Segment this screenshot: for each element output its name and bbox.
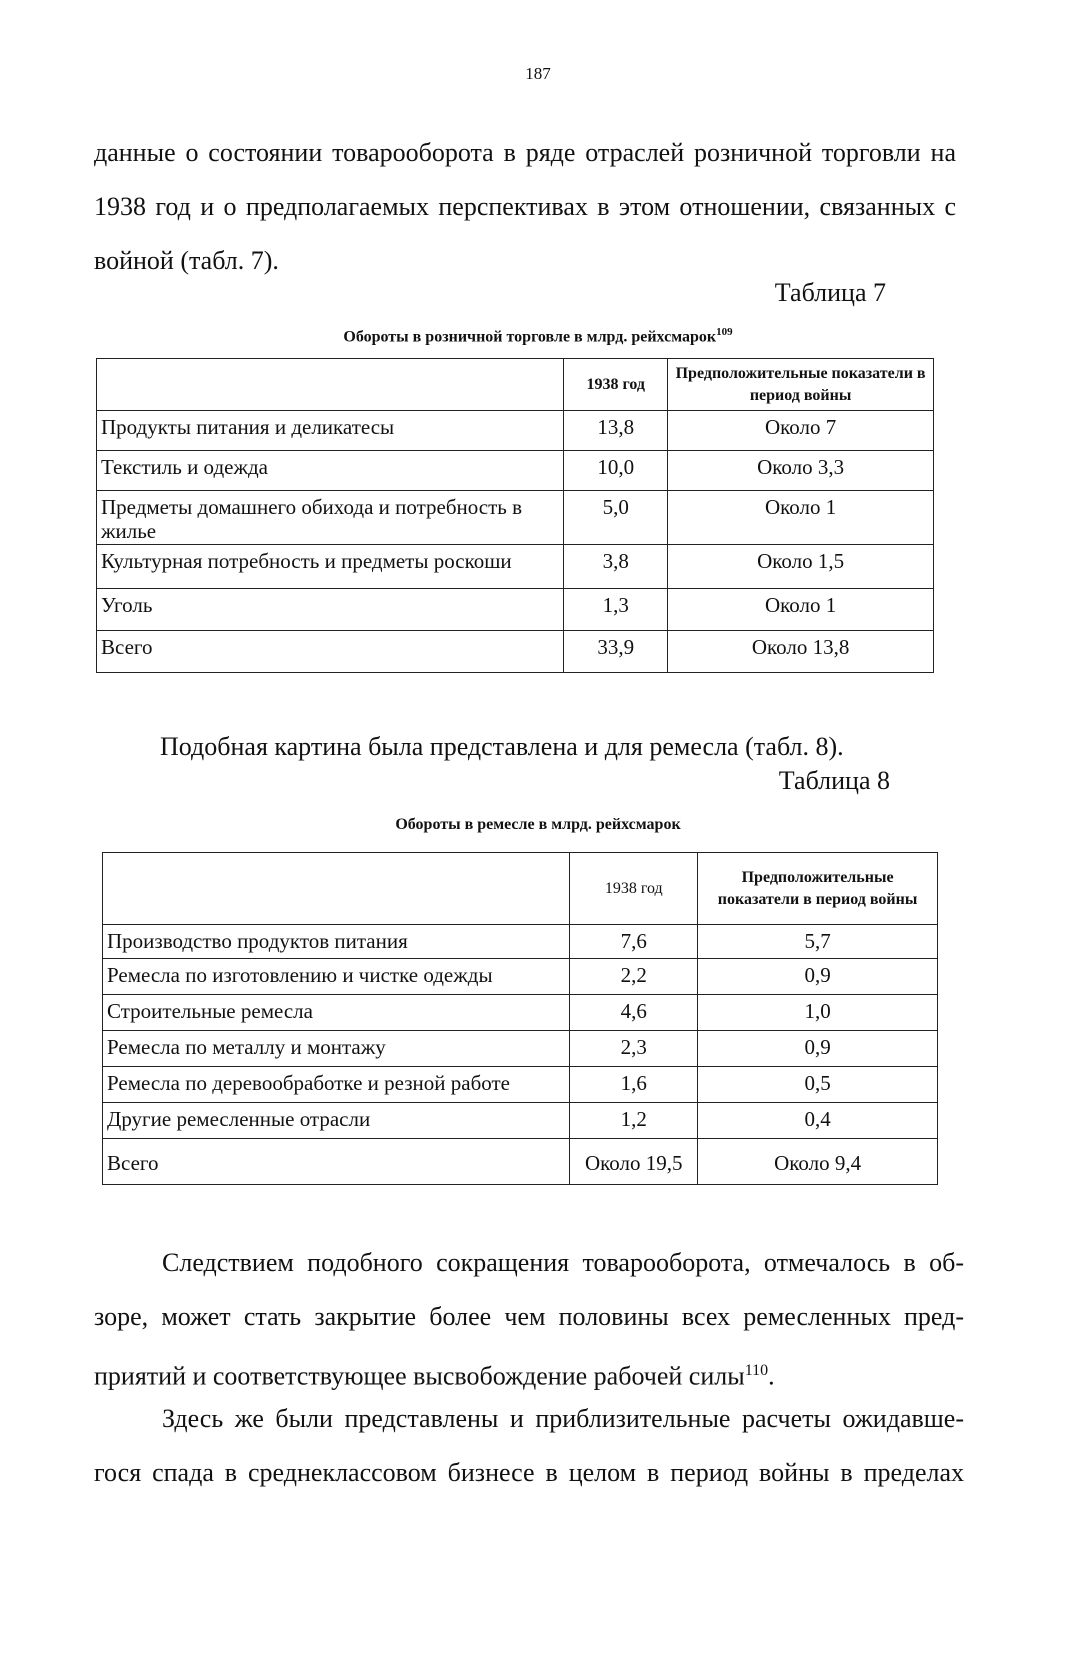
- final-paragraph: [94, 1392, 964, 1500]
- middle-paragraph: Подобная картина была представлена и для ремесла (табл. 8).: [160, 732, 844, 761]
- row-value-1938: 7,6: [570, 925, 698, 959]
- table-row: [103, 925, 938, 959]
- conclusion-footnote: 110: [744, 1362, 769, 1379]
- table-row: [103, 1103, 938, 1139]
- row-value-1938: 2,2: [570, 959, 698, 995]
- row-value-war: 5,7: [698, 925, 938, 959]
- row-value-war: 0,9: [698, 959, 938, 995]
- table-row: [97, 491, 934, 545]
- table-row: [97, 451, 934, 491]
- table-row: [103, 959, 938, 995]
- row-category: Другие ремесленные отрасли: [103, 1103, 570, 1139]
- table8-caption: Обороты в ремесле в млрд. рейхсмарок: [395, 816, 681, 833]
- row-value-war: Около 13,8: [668, 631, 934, 673]
- row-value-1938: 1,6: [570, 1067, 698, 1103]
- row-value-1938: 4,6: [570, 995, 698, 1031]
- conclusion-line-text: приятий и соответствующее высвобождение рабочей силы: [94, 1361, 745, 1391]
- intro-paragraph: [94, 126, 956, 288]
- row-category: Предметы домашнего обихода и потребность в жилье: [97, 491, 564, 545]
- table8-header-row: [103, 853, 938, 925]
- row-value-war: Около 9,4: [698, 1139, 938, 1185]
- final-line: Здесь же были представлены и приблизительные расчеты ожидавше-: [162, 1404, 964, 1433]
- table7-header-year: 1938 год: [564, 359, 668, 411]
- row-category: Текстиль и одежда: [97, 451, 564, 491]
- table8-header-empty: [103, 853, 570, 925]
- table-row: [103, 1067, 938, 1103]
- row-value-war: Около 1: [668, 491, 934, 545]
- row-value-war: 1,0: [698, 995, 938, 1031]
- table7-footnote: 109: [716, 326, 733, 338]
- table7-label: Таблица 7: [774, 278, 886, 307]
- table-row: [97, 411, 934, 451]
- table-row: [103, 1139, 938, 1185]
- row-category: Всего: [103, 1139, 570, 1185]
- row-value-1938: 3,8: [564, 545, 668, 589]
- table8-header-forecast: Предположительные показатели в период войны: [698, 853, 938, 925]
- row-value-war: 0,9: [698, 1031, 938, 1067]
- row-value-1938: 1,3: [564, 589, 668, 631]
- row-value-1938: 13,8: [564, 411, 668, 451]
- row-category: Продукты питания и деликатесы: [97, 411, 564, 451]
- table8-header-year: 1938 год: [570, 853, 698, 925]
- row-value-1938: 10,0: [564, 451, 668, 491]
- table7-caption: [0, 326, 1076, 346]
- table8-label: Таблица 8: [778, 766, 890, 795]
- row-category: Уголь: [97, 589, 564, 631]
- intro-line: войной (табл. 7).: [94, 246, 279, 275]
- table7-header-empty: [97, 359, 564, 411]
- table-row: [97, 631, 934, 673]
- table7-header-row: [97, 359, 934, 411]
- row-category: Ремесла по изготовлению и чистке одежды: [103, 959, 570, 995]
- conclusion-paragraph: [94, 1236, 964, 1404]
- row-value-1938: 33,9: [564, 631, 668, 673]
- row-category: Культурная потребность и предметы роскоши: [97, 545, 564, 589]
- row-value-war: 0,4: [698, 1103, 938, 1139]
- table-row: [97, 589, 934, 631]
- intro-line: данные о состоянии товарооборота в ряде отраслей розничной торговли на: [94, 138, 956, 167]
- conclusion-line: зоре, может стать закрытие более чем половины всех ремесленных пред-: [94, 1302, 964, 1331]
- table7-header-forecast: Предположительные показатели в период войны: [668, 359, 934, 411]
- final-line: гося спада в среднеклассовом бизнесе в целом в период войны в пределах: [94, 1458, 964, 1487]
- table-row: [97, 545, 934, 589]
- conclusion-end: .: [768, 1361, 775, 1391]
- row-category: Всего: [97, 631, 564, 673]
- row-value-war: Около 1,5: [668, 545, 934, 589]
- row-category: Производство продуктов питания: [103, 925, 570, 959]
- table-row: [103, 995, 938, 1031]
- row-value-1938: 1,2: [570, 1103, 698, 1139]
- table7: [96, 358, 934, 673]
- row-value-war: Около 7: [668, 411, 934, 451]
- row-value-1938: 2,3: [570, 1031, 698, 1067]
- table8: [102, 852, 938, 1185]
- table7-caption-text: Обороты в розничной торговле в млрд. рейхсмарок: [343, 328, 717, 346]
- row-value-war: 0,5: [698, 1067, 938, 1103]
- row-category: Ремесла по металлу и монтажу: [103, 1031, 570, 1067]
- row-category: Строительные ремесла: [103, 995, 570, 1031]
- conclusion-line: Следствием подобного сокращения товарооборота, отмечалось в об-: [162, 1248, 964, 1277]
- row-value-1938: Около 19,5: [570, 1139, 698, 1185]
- row-value-1938: 5,0: [564, 491, 668, 545]
- page-number: 187: [525, 64, 551, 83]
- row-category: Ремесла по деревообработке и резной работе: [103, 1067, 570, 1103]
- intro-line: 1938 год и о предполагаемых перспективах в этом отношении, связанных с: [94, 192, 956, 221]
- table-row: [103, 1031, 938, 1067]
- row-value-war: Около 1: [668, 589, 934, 631]
- row-value-war: Около 3,3: [668, 451, 934, 491]
